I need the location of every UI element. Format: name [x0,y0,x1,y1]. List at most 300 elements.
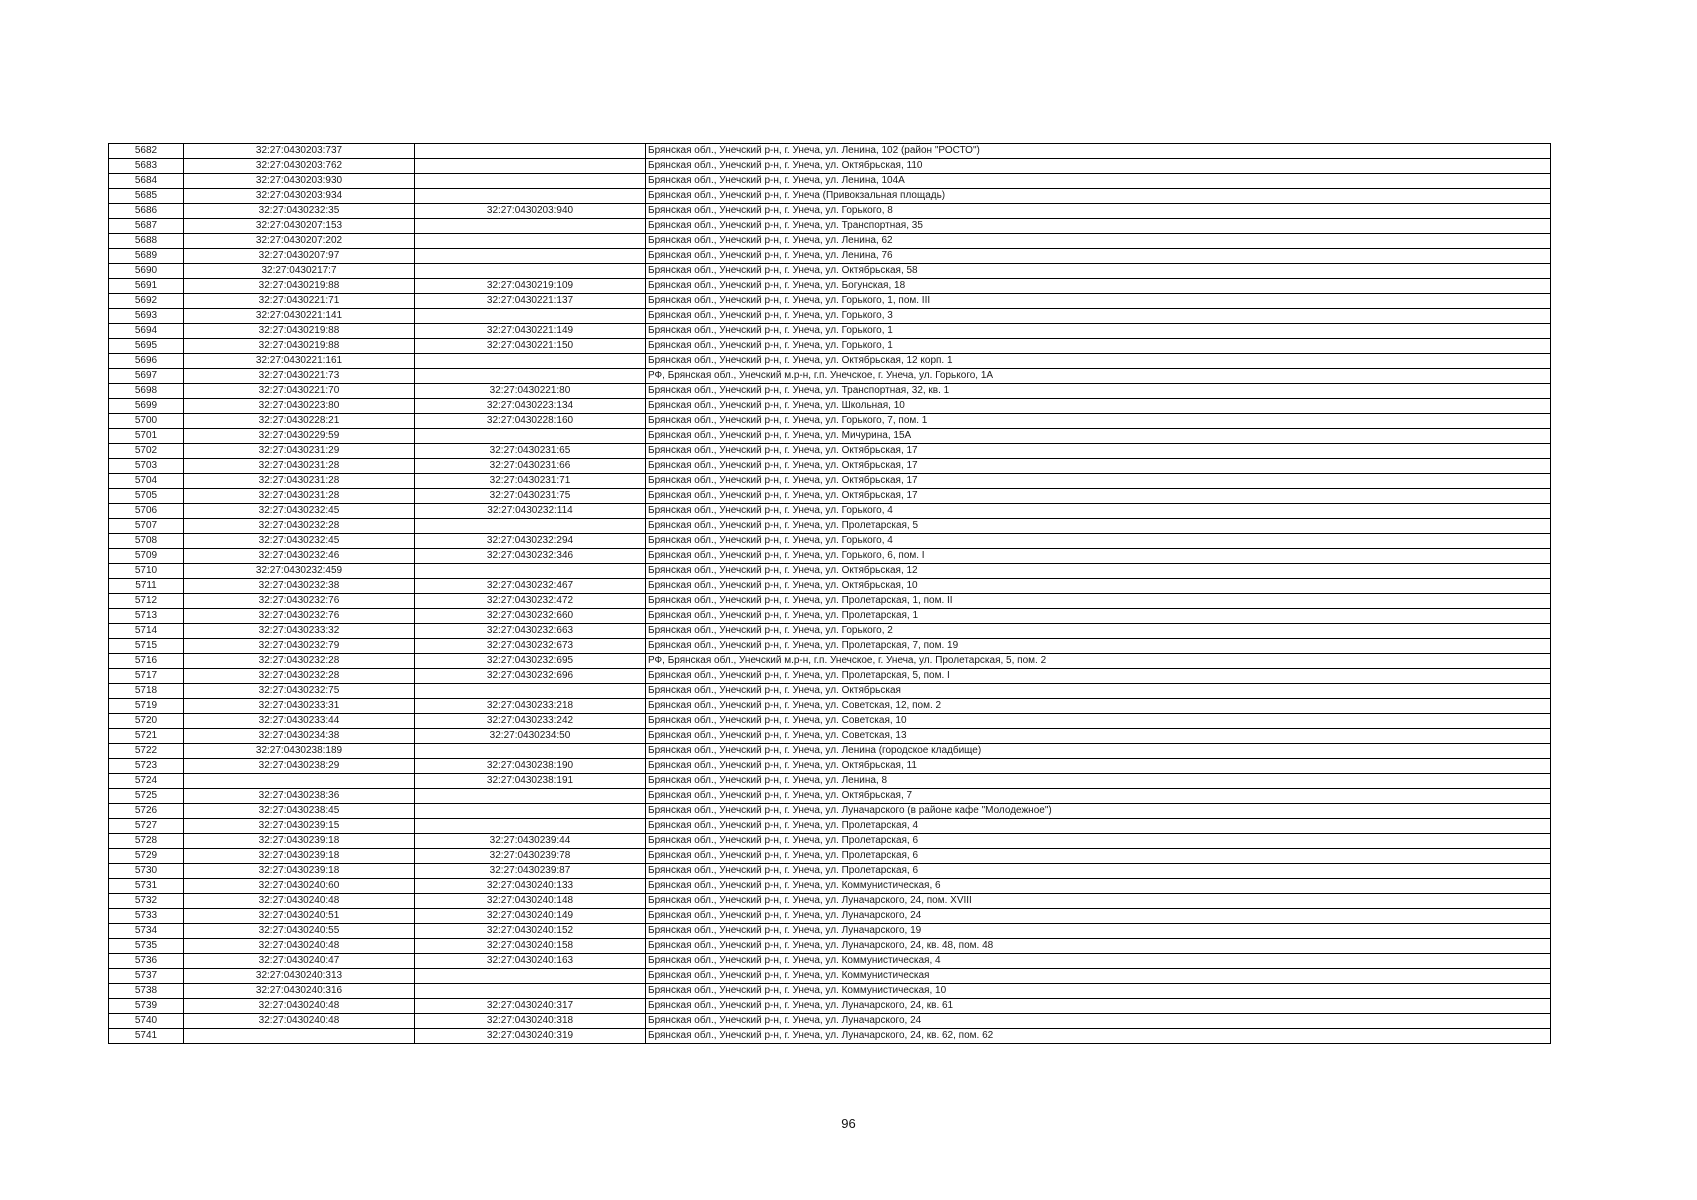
object-cadastral-number-cell [415,519,646,534]
table-row [109,339,1551,354]
address-cell: Брянская обл., Унечский р-н, г. Унеча, ул. Октябрьская, 17 [646,459,1551,474]
address-cell: Брянская обл., Унечский р-н, г. Унеча, ул. Пролетарская, 4 [646,819,1551,834]
row-number-cell: 5687 [109,219,184,234]
object-cadastral-number-cell: 32:27:0430232:673 [415,639,646,654]
land-cadastral-number-cell: 32:27:0430207:97 [184,249,415,264]
row-number-cell: 5693 [109,309,184,324]
row-number-cell: 5690 [109,264,184,279]
row-number-cell: 5696 [109,354,184,369]
table-row [109,579,1551,594]
table-row [109,609,1551,624]
address-cell: Брянская обл., Унечский р-н, г. Унеча, ул. Октябрьская, 12 [646,564,1551,579]
object-cadastral-number-cell: 32:27:0430240:152 [415,924,646,939]
row-number-cell: 5724 [109,774,184,789]
table-row [109,309,1551,324]
address-cell: Брянская обл., Унечский р-н, г. Унеча (Привокзальная площадь) [646,189,1551,204]
table-row [109,429,1551,444]
row-number-cell: 5701 [109,429,184,444]
table-row [109,369,1551,384]
object-cadastral-number-cell [415,744,646,759]
row-number-cell: 5691 [109,279,184,294]
row-number-cell: 5692 [109,294,184,309]
address-cell: Брянская обл., Унечский р-н, г. Унеча, ул. Горького, 1 [646,324,1551,339]
row-number-cell: 5725 [109,789,184,804]
land-cadastral-number-cell: 32:27:0430203:930 [184,174,415,189]
registry-table-body [109,144,1551,1044]
object-cadastral-number-cell: 32:27:0430232:696 [415,669,646,684]
address-cell: Брянская обл., Унечский р-н, г. Унеча, ул. Пролетарская, 1, пом. II [646,594,1551,609]
row-number-cell: 5695 [109,339,184,354]
land-cadastral-number-cell: 32:27:0430221:161 [184,354,415,369]
row-number-cell: 5738 [109,984,184,999]
address-cell: Брянская обл., Унечский р-н, г. Унеча, ул. Мичурина, 15А [646,429,1551,444]
row-number-cell: 5700 [109,414,184,429]
row-number-cell: 5715 [109,639,184,654]
object-cadastral-number-cell: 32:27:0430240:319 [415,1029,646,1044]
row-number-cell: 5740 [109,1014,184,1029]
land-cadastral-number-cell: 32:27:0430240:48 [184,999,415,1014]
object-cadastral-number-cell [415,564,646,579]
table-row [109,864,1551,879]
object-cadastral-number-cell [415,159,646,174]
row-number-cell: 5723 [109,759,184,774]
object-cadastral-number-cell: 32:27:0430203:940 [415,204,646,219]
land-cadastral-number-cell: 32:27:0430219:88 [184,279,415,294]
address-cell: Брянская обл., Унечский р-н, г. Унеча, ул. Богунская, 18 [646,279,1551,294]
address-cell: Брянская обл., Унечский р-н, г. Унеча, ул. Луначарского, 19 [646,924,1551,939]
address-cell: Брянская обл., Унечский р-н, г. Унеча, ул. Коммунистическая, 10 [646,984,1551,999]
address-cell: Брянская обл., Унечский р-н, г. Унеча, ул. Пролетарская, 6 [646,849,1551,864]
object-cadastral-number-cell [415,789,646,804]
row-number-cell: 5705 [109,489,184,504]
land-cadastral-number-cell: 32:27:0430207:153 [184,219,415,234]
table-row [109,504,1551,519]
address-cell: Брянская обл., Унечский р-н, г. Унеча, ул. Ленина, 104А [646,174,1551,189]
registry-table [108,143,1551,1044]
object-cadastral-number-cell: 32:27:0430233:218 [415,699,646,714]
address-cell: Брянская обл., Унечский р-н, г. Унеча, ул. Коммунистическая, 4 [646,954,1551,969]
row-number-cell: 5734 [109,924,184,939]
row-number-cell: 5686 [109,204,184,219]
object-cadastral-number-cell: 32:27:0430219:109 [415,279,646,294]
land-cadastral-number-cell: 32:27:0430231:28 [184,489,415,504]
object-cadastral-number-cell: 32:27:0430232:294 [415,534,646,549]
table-row [109,699,1551,714]
address-cell: РФ, Брянская обл., Унечский м.р-н, г.п. Унечское, г. Унеча, ул. Пролетарская, 5, пом. 2 [646,654,1551,669]
row-number-cell: 5733 [109,909,184,924]
land-cadastral-number-cell: 32:27:0430232:459 [184,564,415,579]
table-row [109,759,1551,774]
row-number-cell: 5697 [109,369,184,384]
object-cadastral-number-cell: 32:27:0430240:158 [415,939,646,954]
object-cadastral-number-cell: 32:27:0430221:80 [415,384,646,399]
land-cadastral-number-cell: 32:27:0430232:28 [184,519,415,534]
table-row [109,684,1551,699]
address-cell: Брянская обл., Унечский р-н, г. Унеча, ул. Ленина, 62 [646,234,1551,249]
row-number-cell: 5735 [109,939,184,954]
page-number: 96 [841,1116,856,1131]
address-cell: Брянская обл., Унечский р-н, г. Унеча, ул. Октябрьская, 7 [646,789,1551,804]
object-cadastral-number-cell [415,684,646,699]
row-number-cell: 5718 [109,684,184,699]
address-cell: Брянская обл., Унечский р-н, г. Унеча, ул. Октябрьская, 58 [646,264,1551,279]
land-cadastral-number-cell: 32:27:0430240:316 [184,984,415,999]
land-cadastral-number-cell: 32:27:0430240:60 [184,879,415,894]
table-row [109,474,1551,489]
land-cadastral-number-cell: 32:27:0430228:21 [184,414,415,429]
land-cadastral-number-cell: 32:27:0430232:38 [184,579,415,594]
land-cadastral-number-cell: 32:27:0430203:737 [184,144,415,159]
table-row [109,1029,1551,1044]
row-number-cell: 5708 [109,534,184,549]
table-row [109,969,1551,984]
land-cadastral-number-cell: 32:27:0430232:76 [184,594,415,609]
address-cell: Брянская обл., Унечский р-н, г. Унеча, ул. Пролетарская, 6 [646,834,1551,849]
land-cadastral-number-cell: 32:27:0430217:7 [184,264,415,279]
object-cadastral-number-cell: 32:27:0430239:44 [415,834,646,849]
table-row [109,399,1551,414]
row-number-cell: 5711 [109,579,184,594]
row-number-cell: 5729 [109,849,184,864]
address-cell: Брянская обл., Унечский р-н, г. Унеча, ул. Ленина, 76 [646,249,1551,264]
table-row [109,444,1551,459]
table-row [109,234,1551,249]
table-row [109,174,1551,189]
object-cadastral-number-cell: 32:27:0430232:695 [415,654,646,669]
row-number-cell: 5683 [109,159,184,174]
table-row [109,219,1551,234]
row-number-cell: 5714 [109,624,184,639]
table-row [109,924,1551,939]
row-number-cell: 5710 [109,564,184,579]
table-row [109,849,1551,864]
address-cell: Брянская обл., Унечский р-н, г. Унеча, ул. Коммунистическая [646,969,1551,984]
row-number-cell: 5713 [109,609,184,624]
object-cadastral-number-cell [415,354,646,369]
address-cell: Брянская обл., Унечский р-н, г. Унеча, ул. Горького, 1 [646,339,1551,354]
object-cadastral-number-cell: 32:27:0430232:472 [415,594,646,609]
object-cadastral-number-cell [415,144,646,159]
object-cadastral-number-cell: 32:27:0430240:148 [415,894,646,909]
land-cadastral-number-cell: 32:27:0430232:28 [184,669,415,684]
address-cell: Брянская обл., Унечский р-н, г. Унеча, ул. Октябрьская, 11 [646,759,1551,774]
land-cadastral-number-cell: 32:27:0430238:45 [184,804,415,819]
address-cell: Брянская обл., Унечский р-н, г. Унеча, ул. Октябрьская, 17 [646,474,1551,489]
table-row [109,279,1551,294]
address-cell: Брянская обл., Унечский р-н, г. Унеча, ул. Горького, 8 [646,204,1551,219]
table-row [109,939,1551,954]
table-row [109,204,1551,219]
land-cadastral-number-cell: 32:27:0430239:18 [184,849,415,864]
land-cadastral-number-cell: 32:27:0430232:75 [184,684,415,699]
land-cadastral-number-cell: 32:27:0430239:18 [184,864,415,879]
land-cadastral-number-cell: 32:27:0430238:36 [184,789,415,804]
object-cadastral-number-cell [415,429,646,444]
address-cell: Брянская обл., Унечский р-н, г. Унеча, ул. Пролетарская, 1 [646,609,1551,624]
row-number-cell: 5727 [109,819,184,834]
row-number-cell: 5739 [109,999,184,1014]
address-cell: Брянская обл., Унечский р-н, г. Унеча, ул. Транспортная, 35 [646,219,1551,234]
table-row [109,819,1551,834]
row-number-cell: 5689 [109,249,184,264]
land-cadastral-number-cell: 32:27:0430240:48 [184,1014,415,1029]
land-cadastral-number-cell: 32:27:0430223:80 [184,399,415,414]
row-number-cell: 5709 [109,549,184,564]
row-number-cell: 5722 [109,744,184,759]
table-row [109,459,1551,474]
address-cell: Брянская обл., Унечский р-н, г. Унеча, ул. Луначарского, 24, кв. 62, пом. 62 [646,1029,1551,1044]
object-cadastral-number-cell: 32:27:0430240:149 [415,909,646,924]
land-cadastral-number-cell: 32:27:0430234:38 [184,729,415,744]
land-cadastral-number-cell: 32:27:0430233:32 [184,624,415,639]
address-cell: Брянская обл., Унечский р-н, г. Унеча, ул. Пролетарская, 5 [646,519,1551,534]
object-cadastral-number-cell [415,249,646,264]
table-row [109,954,1551,969]
object-cadastral-number-cell [415,309,646,324]
address-cell: Брянская обл., Унечский р-н, г. Унеча, ул. Советская, 10 [646,714,1551,729]
address-cell: Брянская обл., Унечский р-н, г. Унеча, ул. Советская, 13 [646,729,1551,744]
address-cell: Брянская обл., Унечский р-н, г. Унеча, ул. Октябрьская, 10 [646,579,1551,594]
row-number-cell: 5730 [109,864,184,879]
table-row [109,909,1551,924]
row-number-cell: 5741 [109,1029,184,1044]
object-cadastral-number-cell: 32:27:0430231:75 [415,489,646,504]
address-cell: Брянская обл., Унечский р-н, г. Унеча, ул. Советская, 12, пом. 2 [646,699,1551,714]
land-cadastral-number-cell: 32:27:0430221:70 [184,384,415,399]
object-cadastral-number-cell: 32:27:0430238:191 [415,774,646,789]
object-cadastral-number-cell: 32:27:0430228:160 [415,414,646,429]
table-row [109,354,1551,369]
row-number-cell: 5688 [109,234,184,249]
address-cell: Брянская обл., Унечский р-н, г. Унеча, ул. Ленина, 102 (район "РОСТО") [646,144,1551,159]
address-cell: Брянская обл., Унечский р-н, г. Унеча, ул. Луначарского, 24 [646,1014,1551,1029]
address-cell: Брянская обл., Унечский р-н, г. Унеча, ул. Ленина (городское кладбище) [646,744,1551,759]
address-cell: РФ, Брянская обл., Унечский м.р-н, г.п. Унечское, г. Унеча, ул. Горького, 1А [646,369,1551,384]
object-cadastral-number-cell [415,174,646,189]
land-cadastral-number-cell: 32:27:0430221:73 [184,369,415,384]
row-number-cell: 5684 [109,174,184,189]
land-cadastral-number-cell: 32:27:0430240:55 [184,924,415,939]
table-row [109,744,1551,759]
row-number-cell: 5721 [109,729,184,744]
row-number-cell: 5731 [109,879,184,894]
object-cadastral-number-cell [415,369,646,384]
row-number-cell: 5736 [109,954,184,969]
table-row [109,804,1551,819]
address-cell: Брянская обл., Унечский р-н, г. Унеча, ул. Коммунистическая, 6 [646,879,1551,894]
object-cadastral-number-cell: 32:27:0430231:71 [415,474,646,489]
address-cell: Брянская обл., Унечский р-н, г. Унеча, ул. Транспортная, 32, кв. 1 [646,384,1551,399]
table-row [109,549,1551,564]
land-cadastral-number-cell: 32:27:0430231:29 [184,444,415,459]
table-row [109,879,1551,894]
land-cadastral-number-cell: 32:27:0430207:202 [184,234,415,249]
object-cadastral-number-cell: 32:27:0430233:242 [415,714,646,729]
table-row [109,249,1551,264]
row-number-cell: 5694 [109,324,184,339]
table-row [109,774,1551,789]
object-cadastral-number-cell: 32:27:0430232:467 [415,579,646,594]
table-row [109,999,1551,1014]
object-cadastral-number-cell [415,189,646,204]
table-row [109,639,1551,654]
object-cadastral-number-cell [415,984,646,999]
address-cell: Брянская обл., Унечский р-н, г. Унеча, ул. Пролетарская, 7, пом. 19 [646,639,1551,654]
object-cadastral-number-cell: 32:27:0430239:78 [415,849,646,864]
table-row [109,894,1551,909]
row-number-cell: 5728 [109,834,184,849]
table-row [109,519,1551,534]
table-row [109,984,1551,999]
land-cadastral-number-cell: 32:27:0430240:48 [184,894,415,909]
land-cadastral-number-cell: 32:27:0430238:189 [184,744,415,759]
address-cell: Брянская обл., Унечский р-н, г. Унеча, ул. Горького, 6, пом. I [646,549,1551,564]
land-cadastral-number-cell: 32:27:0430231:28 [184,459,415,474]
address-cell: Брянская обл., Унечский р-н, г. Унеча, ул. Луначарского, 24, кв. 61 [646,999,1551,1014]
address-cell: Брянская обл., Унечский р-н, г. Унеча, ул. Пролетарская, 5, пом. I [646,669,1551,684]
address-cell: Брянская обл., Унечский р-н, г. Унеча, ул. Школьная, 10 [646,399,1551,414]
table-row [109,159,1551,174]
object-cadastral-number-cell: 32:27:0430221:137 [415,294,646,309]
land-cadastral-number-cell: 32:27:0430239:18 [184,834,415,849]
row-number-cell: 5720 [109,714,184,729]
table-row [109,264,1551,279]
address-cell: Брянская обл., Унечский р-н, г. Унеча, ул. Октябрьская, 17 [646,489,1551,504]
land-cadastral-number-cell: 32:27:0430221:71 [184,294,415,309]
table-row [109,489,1551,504]
land-cadastral-number-cell [184,774,415,789]
table-row [109,564,1551,579]
land-cadastral-number-cell: 32:27:0430219:88 [184,339,415,354]
address-cell: Брянская обл., Унечский р-н, г. Унеча, ул. Октябрьская, 17 [646,444,1551,459]
land-cadastral-number-cell: 32:27:0430232:35 [184,204,415,219]
object-cadastral-number-cell: 32:27:0430240:133 [415,879,646,894]
address-cell: Брянская обл., Унечский р-н, г. Унеча, ул. Октябрьская, 110 [646,159,1551,174]
table-row [109,1014,1551,1029]
object-cadastral-number-cell: 32:27:0430231:66 [415,459,646,474]
land-cadastral-number-cell: 32:27:0430240:51 [184,909,415,924]
address-cell: Брянская обл., Унечский р-н, г. Унеча, ул. Горького, 2 [646,624,1551,639]
table-row [109,144,1551,159]
object-cadastral-number-cell: 32:27:0430232:346 [415,549,646,564]
table-row [109,834,1551,849]
land-cadastral-number-cell: 32:27:0430203:762 [184,159,415,174]
land-cadastral-number-cell: 32:27:0430240:48 [184,939,415,954]
object-cadastral-number-cell: 32:27:0430221:150 [415,339,646,354]
land-cadastral-number-cell: 32:27:0430232:45 [184,534,415,549]
land-cadastral-number-cell: 32:27:0430219:88 [184,324,415,339]
land-cadastral-number-cell: 32:27:0430232:28 [184,654,415,669]
table-row [109,789,1551,804]
address-cell: Брянская обл., Унечский р-н, г. Унеча, ул. Горького, 3 [646,309,1551,324]
land-cadastral-number-cell: 32:27:0430231:28 [184,474,415,489]
object-cadastral-number-cell: 32:27:0430221:149 [415,324,646,339]
table-row [109,714,1551,729]
table-row [109,534,1551,549]
row-number-cell: 5704 [109,474,184,489]
object-cadastral-number-cell: 32:27:0430239:87 [415,864,646,879]
address-cell: Брянская обл., Унечский р-н, г. Унеча, ул. Горького, 4 [646,534,1551,549]
object-cadastral-number-cell [415,819,646,834]
table-row [109,414,1551,429]
row-number-cell: 5706 [109,504,184,519]
address-cell: Брянская обл., Унечский р-н, г. Унеча, ул. Октябрьская [646,684,1551,699]
row-number-cell: 5726 [109,804,184,819]
object-cadastral-number-cell: 32:27:0430240:163 [415,954,646,969]
address-cell: Брянская обл., Унечский р-н, г. Унеча, ул. Луначарского, 24, кв. 48, пом. 48 [646,939,1551,954]
land-cadastral-number-cell: 32:27:0430233:44 [184,714,415,729]
table-row [109,654,1551,669]
address-cell: Брянская обл., Унечский р-н, г. Унеча, ул. Пролетарская, 6 [646,864,1551,879]
address-cell: Брянская обл., Унечский р-н, г. Унеча, ул. Горького, 4 [646,504,1551,519]
land-cadastral-number-cell: 32:27:0430233:31 [184,699,415,714]
table-row [109,324,1551,339]
land-cadastral-number-cell: 32:27:0430203:934 [184,189,415,204]
row-number-cell: 5716 [109,654,184,669]
object-cadastral-number-cell [415,969,646,984]
address-cell: Брянская обл., Унечский р-н, г. Унеча, ул. Горького, 1, пом. III [646,294,1551,309]
land-cadastral-number-cell: 32:27:0430221:141 [184,309,415,324]
land-cadastral-number-cell: 32:27:0430232:45 [184,504,415,519]
object-cadastral-number-cell: 32:27:0430231:65 [415,444,646,459]
row-number-cell: 5719 [109,699,184,714]
object-cadastral-number-cell: 32:27:0430223:134 [415,399,646,414]
row-number-cell: 5703 [109,459,184,474]
land-cadastral-number-cell: 32:27:0430240:313 [184,969,415,984]
table-row [109,189,1551,204]
row-number-cell: 5685 [109,189,184,204]
land-cadastral-number-cell: 32:27:0430238:29 [184,759,415,774]
row-number-cell: 5712 [109,594,184,609]
row-number-cell: 5682 [109,144,184,159]
row-number-cell: 5717 [109,669,184,684]
address-cell: Брянская обл., Унечский р-н, г. Унеча, ул. Ленина, 8 [646,774,1551,789]
address-cell: Брянская обл., Унечский р-н, г. Унеча, ул. Луначарского (в районе кафе "Молодежное") [646,804,1551,819]
row-number-cell: 5707 [109,519,184,534]
table-row [109,294,1551,309]
address-cell: Брянская обл., Унечский р-н, г. Унеча, ул. Горького, 7, пом. 1 [646,414,1551,429]
object-cadastral-number-cell: 32:27:0430240:317 [415,999,646,1014]
land-cadastral-number-cell: 32:27:0430240:47 [184,954,415,969]
row-number-cell: 5699 [109,399,184,414]
table-row [109,384,1551,399]
address-cell: Брянская обл., Унечский р-н, г. Унеча, ул. Октябрьская, 12 корп. 1 [646,354,1551,369]
object-cadastral-number-cell: 32:27:0430234:50 [415,729,646,744]
object-cadastral-number-cell: 32:27:0430232:663 [415,624,646,639]
object-cadastral-number-cell: 32:27:0430232:114 [415,504,646,519]
table-row [109,624,1551,639]
row-number-cell: 5737 [109,969,184,984]
land-cadastral-number-cell: 32:27:0430239:15 [184,819,415,834]
object-cadastral-number-cell [415,264,646,279]
land-cadastral-number-cell [184,1029,415,1044]
table-row [109,669,1551,684]
row-number-cell: 5698 [109,384,184,399]
object-cadastral-number-cell: 32:27:0430232:660 [415,609,646,624]
table-row [109,729,1551,744]
row-number-cell: 5732 [109,894,184,909]
object-cadastral-number-cell: 32:27:0430240:318 [415,1014,646,1029]
table-row [109,594,1551,609]
land-cadastral-number-cell: 32:27:0430232:76 [184,609,415,624]
row-number-cell: 5702 [109,444,184,459]
address-cell: Брянская обл., Унечский р-н, г. Унеча, ул. Луначарского, 24, пом. XVIII [646,894,1551,909]
land-cadastral-number-cell: 32:27:0430229:59 [184,429,415,444]
address-cell: Брянская обл., Унечский р-н, г. Унеча, ул. Луначарского, 24 [646,909,1551,924]
land-cadastral-number-cell: 32:27:0430232:46 [184,549,415,564]
object-cadastral-number-cell: 32:27:0430238:190 [415,759,646,774]
object-cadastral-number-cell [415,804,646,819]
